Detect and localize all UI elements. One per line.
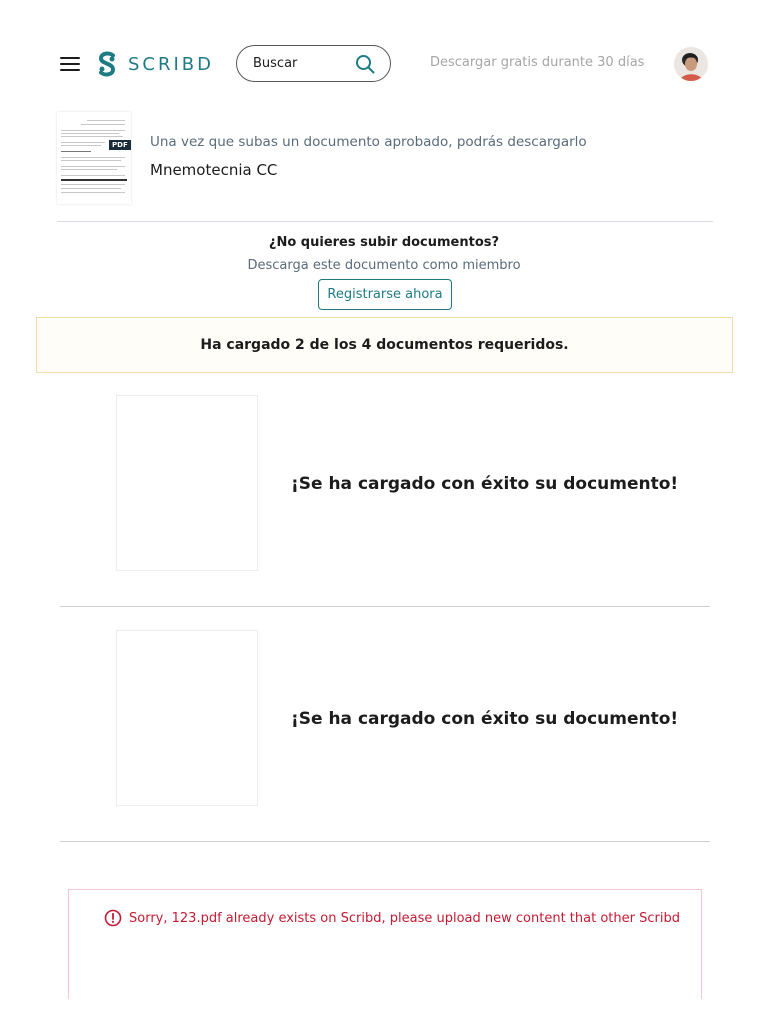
search-box[interactable] [236,45,391,82]
search-icon[interactable] [355,54,375,74]
pdf-badge: PDF [109,140,131,150]
uploaded-document-row [60,607,710,842]
download-notice: Una vez que subas un documento aprobado, podrás descargarlo [150,134,587,150]
error-message-line [104,909,680,927]
avatar-icon [674,47,708,81]
register-button[interactable]: Registrarse ahora [318,279,452,310]
uploaded-document-thumbnail [116,630,258,806]
uploaded-document-row [60,372,710,607]
upload-error-box [68,889,702,999]
cta-subtext: Descarga este documento como miembro [247,258,521,273]
member-cta [0,235,768,302]
upload-success-message: ¡Se ha cargado con éxito su documento! [291,709,679,729]
document-title[interactable]: Mnemotecnia CC [150,161,278,179]
upload-success-message: ¡Se ha cargado con éxito su documento! [291,474,679,494]
scribd-logo[interactable] [96,50,214,78]
uploaded-document-thumbnail [116,395,258,571]
error-message: Sorry, 123.pdf already exists on Scribd, please upload new content that other Scribd [129,910,680,926]
free-trial-link[interactable]: Descargar gratis durante 30 días [430,55,645,70]
document-thumbnail[interactable] [57,112,131,204]
cta-heading: ¿No quieres subir documentos? [268,235,500,250]
top-header [0,0,768,128]
document-info [57,110,713,222]
search-input[interactable] [253,56,353,71]
upload-progress-banner [36,317,733,373]
scribd-logo-icon [96,51,118,77]
alert-circle-icon [104,909,122,927]
user-avatar[interactable] [674,47,708,81]
upload-progress-text: Ha cargado 2 de los 4 documentos requeridos. [200,337,569,353]
menu-icon[interactable] [60,57,80,71]
logo-text: SCRIBD [128,53,215,75]
